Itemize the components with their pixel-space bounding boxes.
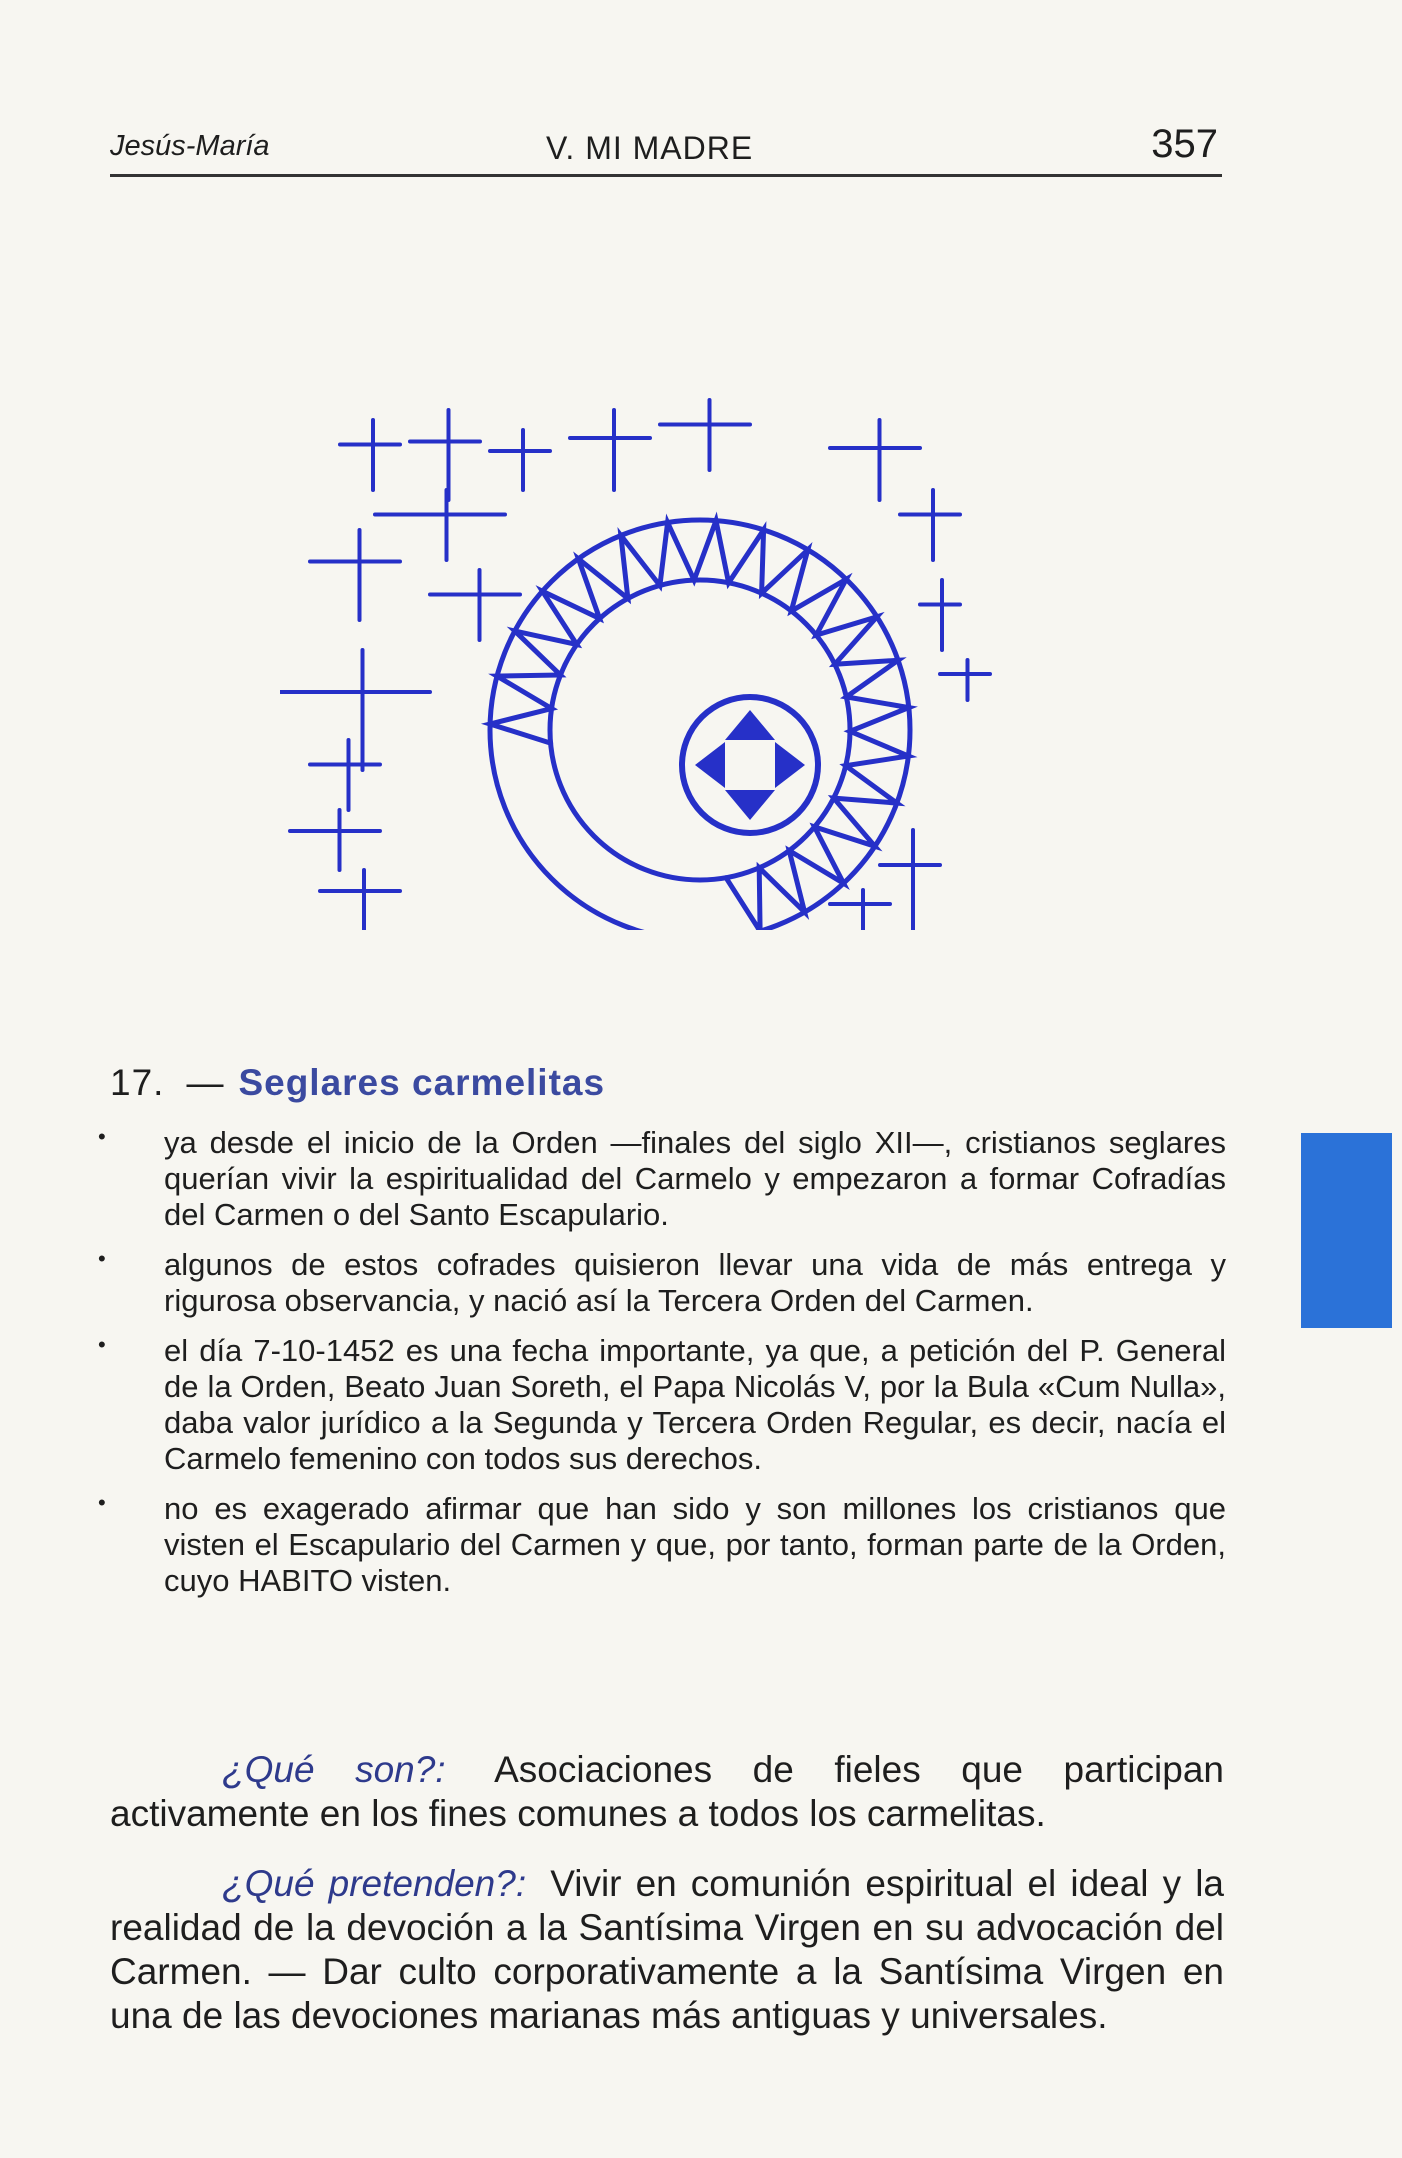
section-title: Seglares carmelitas	[238, 1062, 606, 1103]
list-item	[92, 1125, 1226, 1233]
paragraph-que-son	[110, 1748, 1224, 1836]
bullet-icon: •	[98, 1246, 106, 1271]
paragraph-text: Asociaciones de fieles que participan activamente en los fines comunes a todos los carmelitas.	[110, 1749, 1224, 1834]
list-item-text: el día 7-10-1452 es una fecha importante, ya que, a petición del P. General de la Orden, Beato Juan Soreth, el Papa Nicolás V, por la Bula «Cum Nulla», daba valor jurídico a la Segunda y Tercera Orden Regular, es decir, nacía el Carmelo femenino con todos sus derechos.	[164, 1333, 1226, 1476]
list-item-text: ya desde el inicio de la Orden —finales del siglo XII—, cristianos seglares querían vivir la espiritualidad del Carmelo y empezaron a formar Cofradías del Carmen o del Santo Escapulario.	[164, 1125, 1226, 1232]
chapter-side-tab	[1301, 1133, 1392, 1328]
list-item-text: algunos de estos cofrades quisieron llevar una vida de más entrega y rigurosa observancia, y nació así la Tercera Orden del Carmen.	[164, 1247, 1226, 1318]
bullet-icon: •	[98, 1124, 106, 1149]
paragraph-que-pretenden	[110, 1862, 1224, 2038]
question-label: ¿Qué son?:	[222, 1749, 446, 1790]
paragraph-text: Vivir en comunión espiritual el ideal y la realidad de la devoción a la Santísima Virgen en su advocación del Carmen. — Dar culto corporativamente a la Santísima Virgen en una de las devociones marianas más antiguas y universales.	[110, 1863, 1224, 2036]
carmelite-scapular-circle-with-crosses-icon	[280, 370, 1060, 930]
list-item	[92, 1491, 1226, 1599]
bullet-icon: •	[98, 1332, 106, 1357]
section-heading	[110, 1062, 605, 1104]
list-item-text: no es exagerado afirmar que han sido y son millones los cristianos que visten el Escapulario del Carmen y que, por tanto, forman parte de la Orden, cuyo HABITO visten.	[164, 1491, 1226, 1598]
section-number: 17.	[110, 1062, 165, 1103]
running-head-left: Jesús-María	[110, 130, 270, 162]
page-header	[110, 122, 1222, 177]
bullet-icon: •	[98, 1490, 106, 1515]
running-head-center: V. MI MADRE	[546, 130, 754, 166]
list-item	[92, 1333, 1226, 1477]
page-number: 357	[1151, 122, 1218, 166]
bullet-list	[92, 1125, 1226, 1613]
list-item	[92, 1247, 1226, 1319]
section-dash: —	[186, 1062, 225, 1103]
question-label: ¿Qué pretenden?:	[222, 1863, 527, 1904]
